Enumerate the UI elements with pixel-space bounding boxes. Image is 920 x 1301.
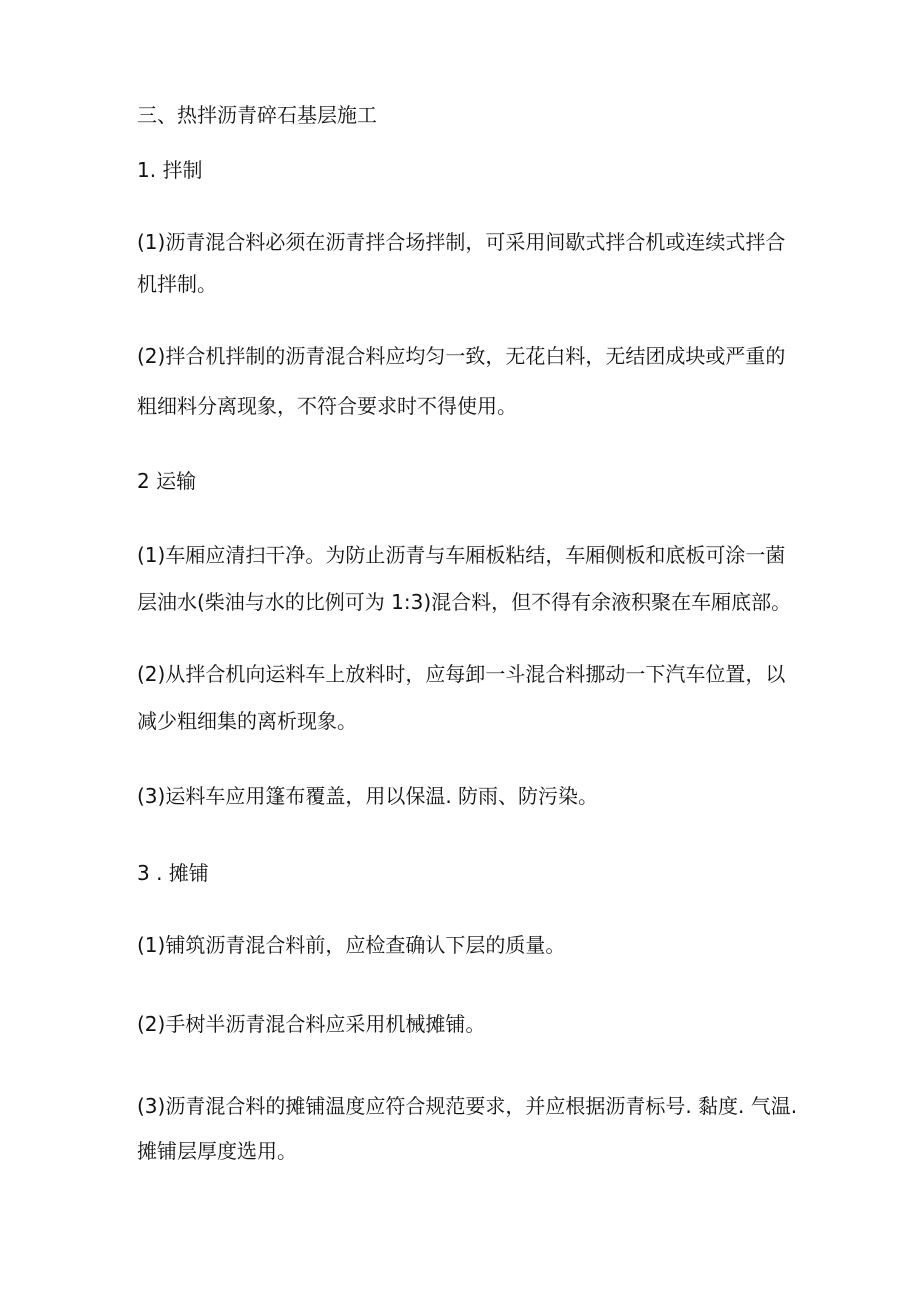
- paragraph-line: 机拌制。: [137, 272, 217, 296]
- paragraph-line: (1)沥青混合料必须在沥青拌合场拌制，可采用间歇式拌合机或连续式拌合: [137, 230, 786, 254]
- paragraph-line: (2)手树半沥青混合料应采用机械摊铺。: [137, 1012, 486, 1036]
- paragraph-line: (2)拌合机拌制的沥青混合料应均匀一致，无花白料，无结团成块或严重的: [137, 344, 786, 368]
- heading-transport: 2 运输: [137, 469, 197, 493]
- paragraph-line: (3)沥青混合料的摊铺温度应符合规范要求，并应根据沥青标号. 黏度. 气温.: [137, 1094, 798, 1118]
- paragraph-line: (1)车厢应清扫干净。为防止沥青与车厢板粘结，车厢侧板和底板可涂一菌: [137, 543, 786, 567]
- paragraph-line: (2)从拌合机向运料车上放料时，应每卸一斗混合料挪动一下汽车位置，以: [137, 662, 786, 686]
- paragraph-line: (1)铺筑沥青混合料前，应检查确认下层的质量。: [137, 933, 566, 957]
- heading-paving: 3 . 摊铺: [137, 861, 209, 885]
- paragraph-line: (3)运料车应用篷布覆盖，用以保温. 防雨、防污染。: [137, 784, 599, 808]
- paragraph-line: 层油水(柴油与水的比例可为 1:3)混合料，但不得有余液积聚在车厢底部。: [137, 590, 792, 614]
- paragraph-line: 摊铺层厚度选用。: [137, 1139, 297, 1163]
- section-title: 三、热拌沥青碎石基层施工: [137, 103, 377, 127]
- paragraph-line: 减少粗细集的离析现象。: [137, 709, 357, 733]
- paragraph-line: 粗细料分离现象，不符合要求时不得使用。: [137, 394, 517, 418]
- heading-mixing: 1. 拌制: [137, 158, 203, 182]
